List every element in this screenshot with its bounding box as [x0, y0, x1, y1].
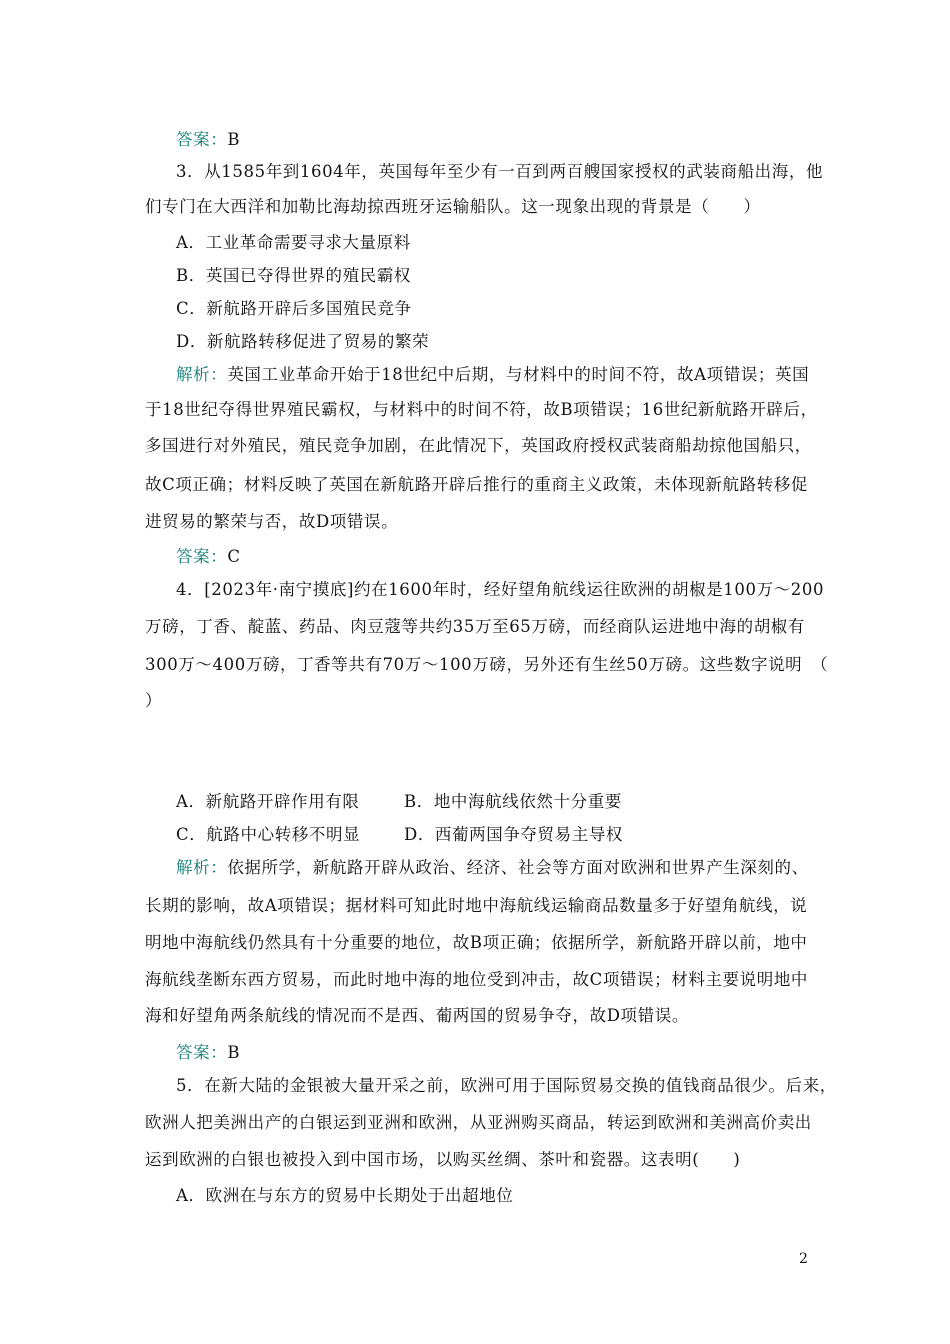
question-5-line-3: 运到欧洲的白银也被投入到中国市场，以购买丝绸、茶叶和瓷器。这表明( ) [145, 1150, 741, 1169]
explanation-3-line-3: 多国进行对外殖民，殖民竞争加剧，在此情况下，英国政府授权武装商船劫掠他国船只， [145, 436, 812, 455]
question-5-line-2: 欧洲人把美洲出产的白银运到亚洲和欧洲，从亚洲购买商品，转运到欧洲和美洲高价卖出 [145, 1113, 812, 1132]
explanation-3-line-2: 于18世纪夺得世界殖民霸权，与材料中的时间不符，故B项错误；16世纪新航路开辟后， [145, 400, 818, 419]
answer-label: 答案： [176, 130, 228, 149]
answer-value: B [227, 130, 241, 149]
explanation-label: 解析： [176, 858, 228, 877]
question-4-option-a: A．新航路开辟作用有限 [176, 792, 360, 811]
explanation-3-line-4: 故C项正确；材料反映了英国在新航路开辟后推行的重商主义政策，未体现新航路转移促 [145, 475, 809, 494]
explanation-3-line-5: 进贸易的繁荣与否，故D项错误。 [145, 512, 399, 531]
answer-line [176, 546, 241, 568]
explanation-text: 英国工业革命开始于18世纪中后期，与材料中的时间不符，故A项错误；英国 [227, 365, 810, 384]
answer-value: C [227, 547, 241, 566]
explanation-4-line-2: 长期的影响，故A项错误；据材料可知此时地中海航线运输商品数量多于好望角航线，说 [145, 896, 808, 915]
question-5-option-a: A．欧洲在与东方的贸易中长期处于出超地位 [176, 1186, 514, 1205]
question-4-line-3: 300万～400万磅，丁香等共有70万～100万磅，另外还有生丝50万磅。这些数字说明 （ [145, 655, 829, 674]
question-4-line-2: 万磅，丁香、靛蓝、药品、肉豆蔻等共约35万至65万磅，而经商队运进地中海的胡椒有 [145, 617, 805, 636]
question-4-option-c: C．航路中心转移不明显 [176, 825, 361, 844]
explanation-4-line-4: 海航线垄断东西方贸易，而此时地中海的地位受到冲击，故C项错误；材料主要说明地中 [145, 970, 809, 989]
question-3-line-1: 3．从1585年到1604年，英国每年至少有一百到两百艘国家授权的武装商船出海，他 [176, 162, 824, 181]
explanation-3-line-1 [176, 364, 809, 386]
question-4-line-1: 4．[2023年·南宁摸底]约在1600年时，经好望角航线运往欧洲的胡椒是100万～200 [176, 580, 825, 599]
question-4-option-d: D．西葡两国争夺贸易主导权 [404, 825, 624, 844]
answer-label: 答案： [176, 547, 228, 566]
answer-value: B [227, 1043, 241, 1062]
question-3-option-a: A．工业革命需要寻求大量原料 [176, 233, 411, 252]
explanation-4-line-5: 海和好望角两条航线的情况而不是西、葡两国的贸易争夺，故D项错误。 [145, 1006, 689, 1025]
explanation-label: 解析： [176, 365, 228, 384]
question-5-line-1: 5．在新大陆的金银被大量开采之前，欧洲可用于国际贸易交换的值钱商品很少。后来， [176, 1076, 837, 1095]
question-3-line-2: 们专门在大西洋和加勒比海劫掠西班牙运输船队。这一现象出现的背景是（ ） [145, 197, 761, 216]
question-3-option-b: B．英国已夺得世界的殖民霸权 [176, 266, 412, 285]
explanation-4-line-3: 明地中海航线仍然具有十分重要的地位，故B项正确；依据所学，新航路开辟以前，地中 [145, 933, 808, 952]
page-number: 2 [799, 1251, 808, 1267]
answer-line [176, 129, 240, 151]
explanation-4-line-1 [176, 857, 809, 879]
question-3-option-c: C．新航路开辟后多国殖民竞争 [176, 299, 412, 318]
question-4-option-b: B．地中海航线依然十分重要 [404, 792, 622, 811]
answer-label: 答案： [176, 1043, 228, 1062]
answer-line [176, 1042, 240, 1064]
question-4-line-4: ） [145, 691, 163, 710]
question-3-option-d: D．新航路转移促进了贸易的繁荣 [176, 332, 430, 351]
explanation-text: 依据所学，新航路开辟从政治、经济、社会等方面对欧洲和世界产生深刻的、 [227, 858, 809, 877]
